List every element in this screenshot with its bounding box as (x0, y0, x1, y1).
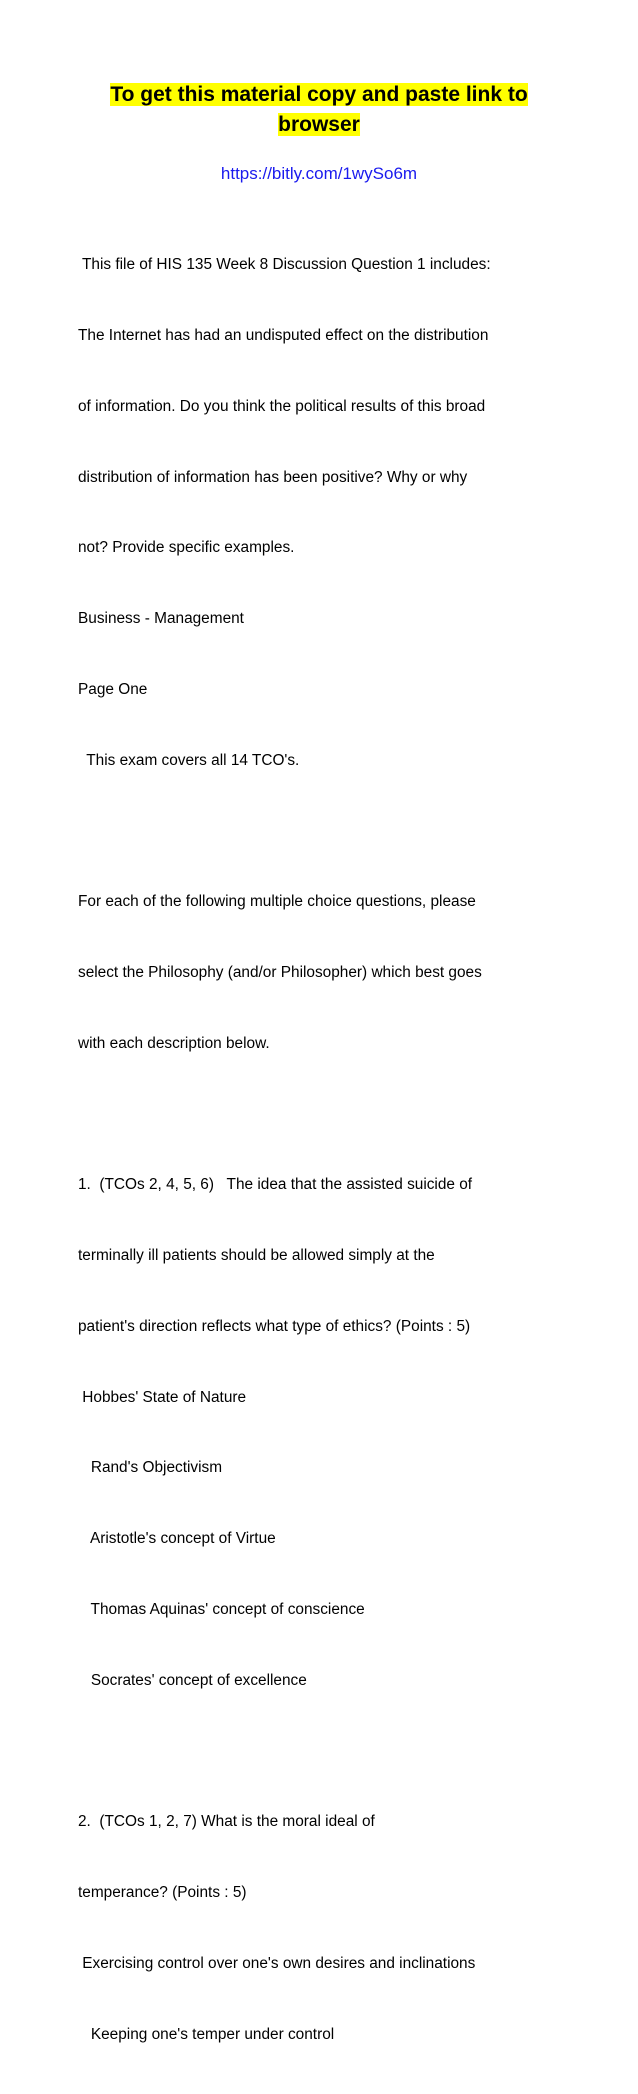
question-line: 2. (TCOs 1, 2, 7) What is the moral ideal of (78, 1813, 375, 1831)
body-line: of information. Do you think the political results of this broad (78, 397, 486, 415)
body-line: Page One (78, 680, 148, 698)
document-body (78, 206, 578, 2094)
answer-option: Thomas Aquinas' concept of conscience (78, 1601, 365, 1619)
answer-option: Exercising control over one's own desires and inclinations (78, 1954, 476, 1972)
heading-line-2: browser (278, 113, 360, 136)
answer-option: Keeping one's temper under control (78, 2025, 335, 2043)
body-line (78, 819, 578, 843)
body-line (78, 1740, 578, 1764)
body-line: The Internet has had an undisputed effect on the distribution (78, 326, 489, 344)
body-line: select the Philosophy (and/or Philosopher) which best goes (78, 964, 482, 981)
body-line (78, 1103, 578, 1127)
body-line: For each of the following multiple choice questions, please (78, 893, 476, 911)
body-line: This exam covers all 14 TCO's. (78, 751, 300, 769)
question-line: terminally ill patients should be allowed simply at the (78, 1247, 435, 1265)
answer-option: Hobbes' State of Nature (78, 1388, 247, 1406)
body-line: not? Provide specific examples. (78, 539, 295, 557)
question-line: temperance? (Points : 5) (78, 1884, 247, 1902)
body-line: This file of HIS 135 Week 8 Discussion Question 1 includes: (78, 256, 491, 274)
material-link[interactable]: https://bitly.com/1wySo6m (220, 164, 418, 183)
answer-option: Aristotle's concept of Virtue (78, 1530, 276, 1548)
body-line: with each description below. (78, 1034, 270, 1052)
answer-option: Rand's Objectivism (78, 1459, 223, 1477)
body-line: Business - Management (78, 610, 244, 628)
page-heading (60, 80, 578, 140)
heading-line-1: To get this material copy and paste link to (110, 83, 528, 106)
body-line: distribution of information has been positive? Why or why (78, 468, 468, 486)
answer-option: Socrates' concept of excellence (78, 1671, 307, 1689)
question-line: patient's direction reflects what type of ethics? (Points : 5) (78, 1317, 471, 1335)
question-line: 1. (TCOs 2, 4, 5, 6) The idea that the assisted suicide of (78, 1176, 473, 1194)
